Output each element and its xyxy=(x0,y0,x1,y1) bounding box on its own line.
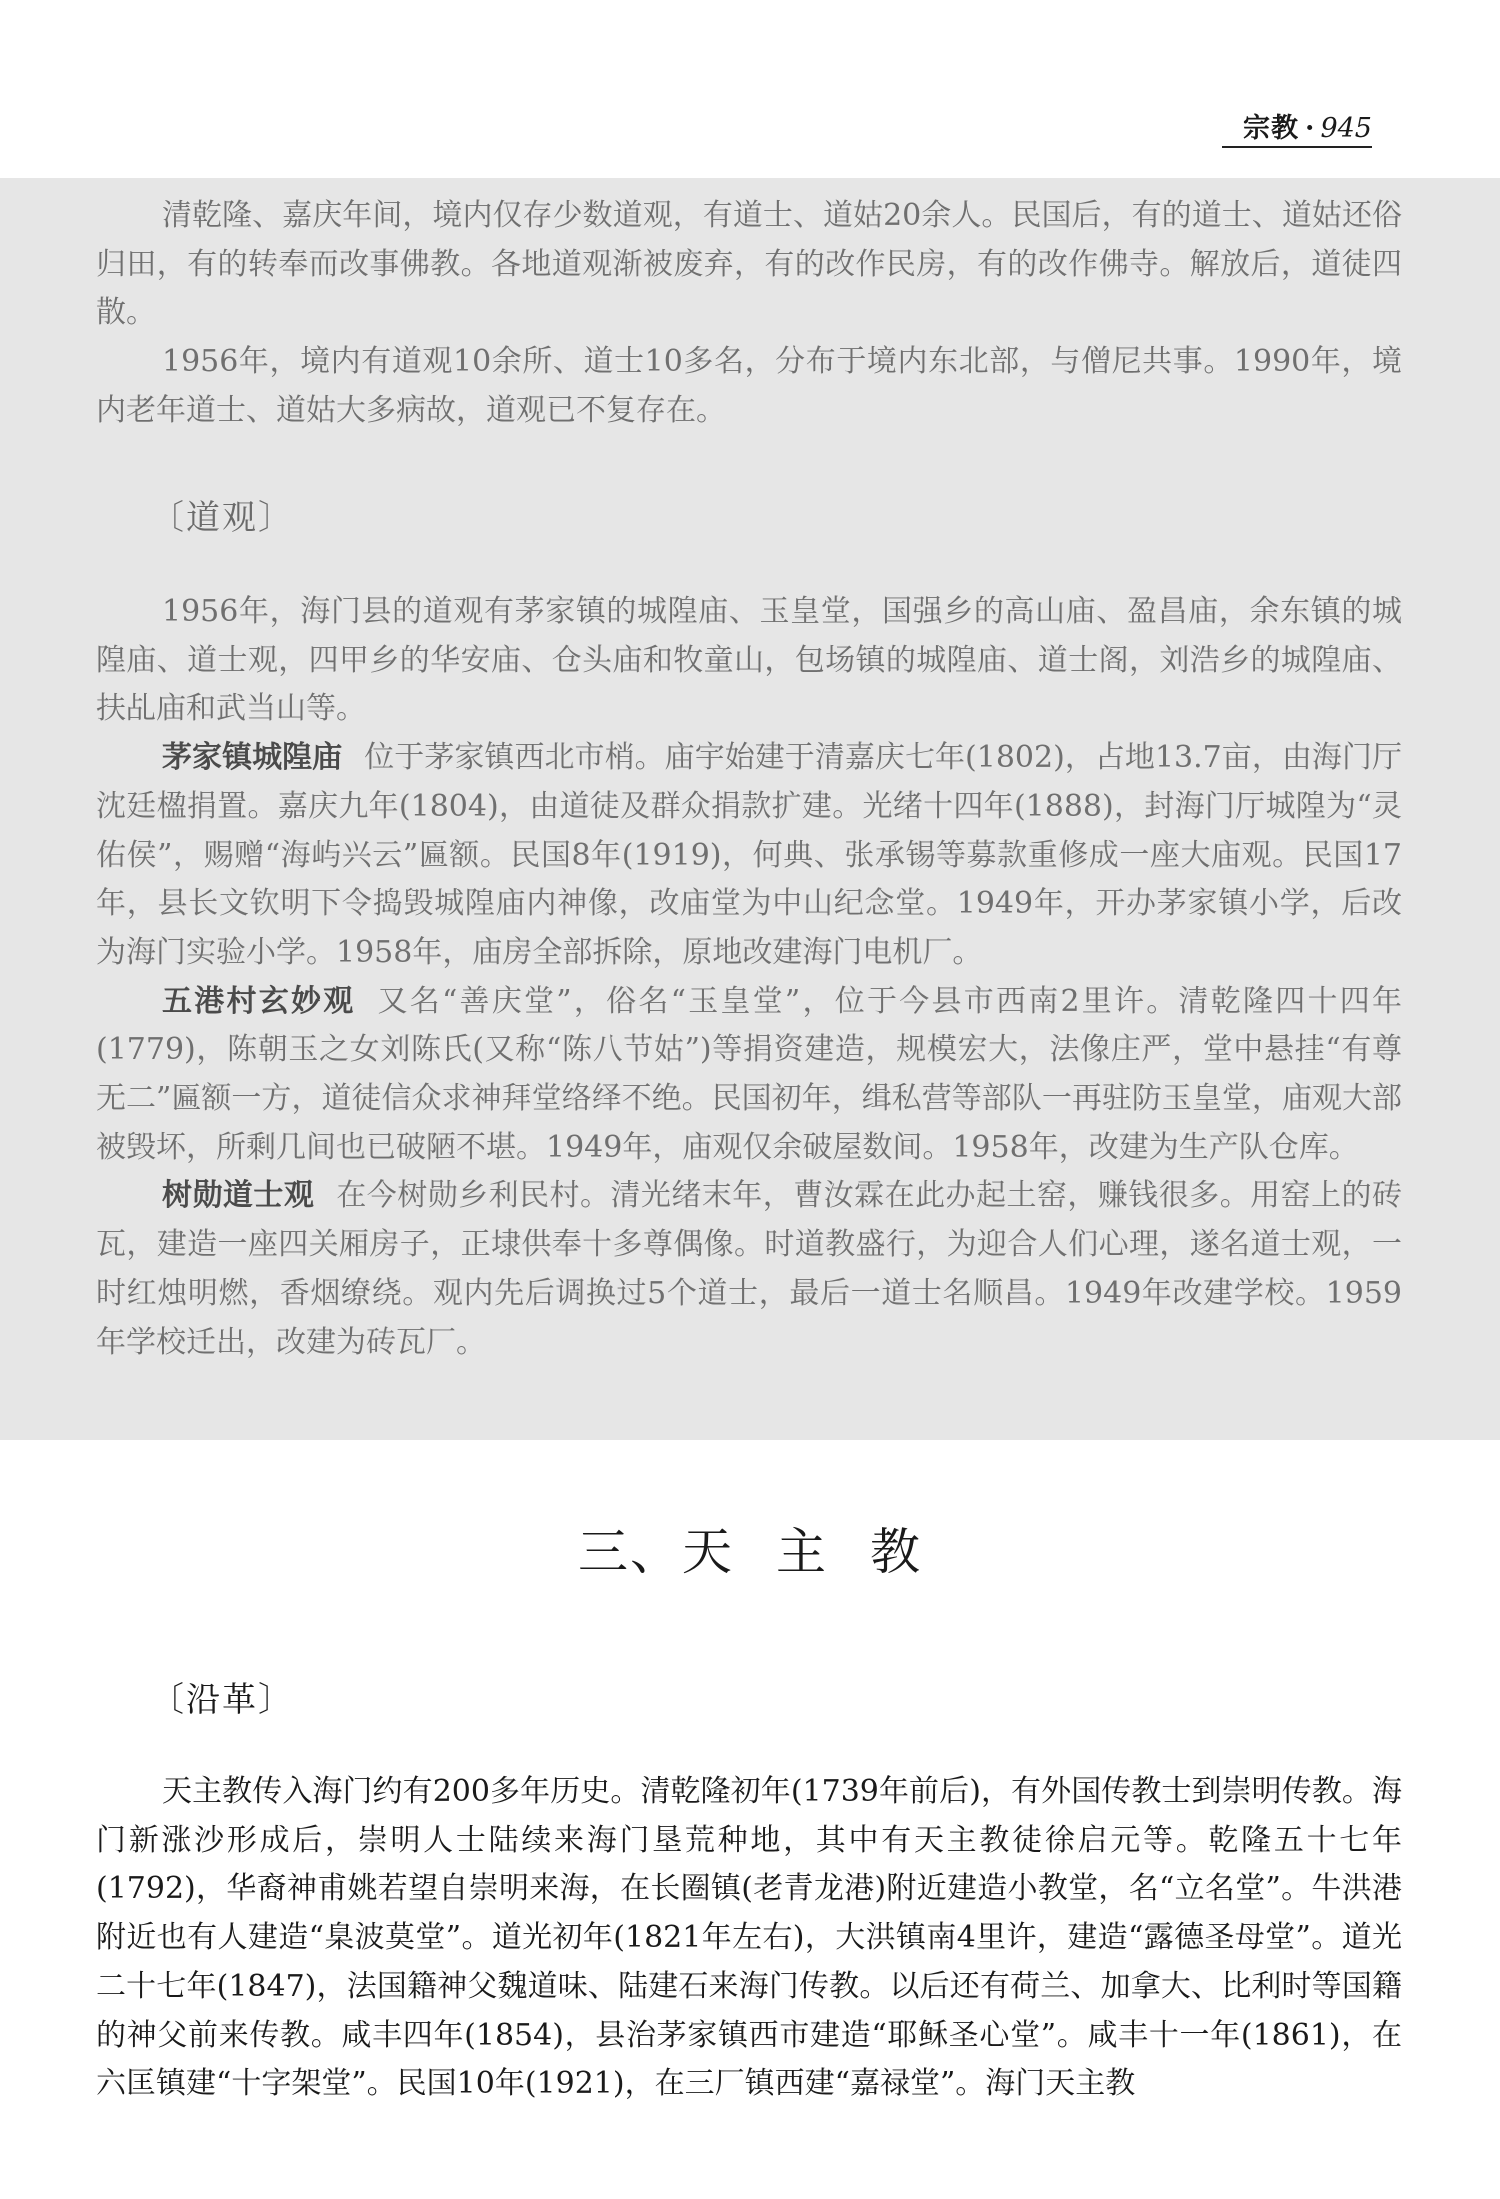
section-title: 宗教 xyxy=(1243,113,1300,144)
chapter-char-3: 教 xyxy=(870,1523,922,1581)
daoguan-overview: 1956年，海门县的道观有茅家镇的城隍庙、玉皇堂，国强乡的高山庙、盈昌庙，余东镇的城隍庙、道士观，四甲乡的华安庙、仓头庙和牧童山，包场镇的城隍庙、道士阁，刘浩乡的城隍庙、扶乩庙和武当山等。 xyxy=(96,594,1402,727)
taoism-intro xyxy=(96,192,1402,436)
entry-title: 茅家镇城隍庙 xyxy=(162,740,343,776)
taoism-entries xyxy=(96,588,1402,1367)
entry-body: 在今树勋乡利民村。清光绪末年，曹汝霖在此办起土窑，赚钱很多。用窑上的砖瓦，建造一座四关厢房子，正埭供奉十多尊偶像。时道教盛行，为迎合人们心理，遂名道士观，一时红烛明燃，香烟缭绕。观内先后调换过5个道士，最后一道士名顺昌。1949年改建学校。1959年学校迁出，改建为砖瓦厂。 xyxy=(96,1178,1403,1360)
entry-body: 位于茅家镇西北市梢。庙宇始建于清嘉庆七年(1802)，占地13.7亩，由海门厅沈廷楹捐置。嘉庆九年(1804)，由道徒及群众捐款扩建。光绪十四年(1888)，封海门厅城隍为“灵佑侯”，赐赠“海屿兴云”匾额。民国8年(1919)，何典、张承锡等募款重修成一座大庙观。民国17年，县长文钦明下令捣毁城隍庙内神像，改庙堂为中山纪念堂。1949年，开办茅家镇小学，后改为海门实验小学。1958年，庙房全部拆除，原地改建海门电机厂。 xyxy=(96,740,1402,970)
page-number: 945 xyxy=(1320,113,1372,144)
running-head xyxy=(1243,106,1372,145)
catholicism-history xyxy=(96,1768,1402,2109)
entry-shuxun-daoshi-temple xyxy=(96,1172,1402,1367)
entry-maojia-chenghuang-temple xyxy=(96,734,1402,978)
entry-title: 五港村玄妙观 xyxy=(162,983,356,1019)
entry-title: 树勋道士观 xyxy=(162,1178,315,1214)
taoism-intro-paragraph-2: 1956年，境内有道观10余所、道士10多名，分布于境内东北部，与僧尼共事。1990年，境内老年道士、道姑大多病故，道观已不复存在。 xyxy=(96,344,1402,428)
chapter-char-2: 主 xyxy=(776,1523,828,1581)
subheading-yange: 〔沿革〕 xyxy=(150,1680,294,1720)
header-separator: · xyxy=(1305,113,1315,144)
taoism-intro-paragraph-1: 清乾隆、嘉庆年间，境内仅存少数道观，有道士、道姑20余人。民国后，有的道士、道姑还俗归田，有的转奉而改事佛教。各地道观渐被废弃，有的改作民房，有的改作佛寺。解放后，道徒四散。 xyxy=(96,198,1402,331)
header-underline xyxy=(1222,146,1372,148)
chapter-char-1: 天 xyxy=(682,1523,734,1581)
catholicism-history-paragraph: 天主教传入海门约有200多年历史。清乾隆初年(1739年前后)，有外国传教士到崇明传教。海门新涨沙形成后，崇明人士陆续来海门垦荒种地，其中有天主教徒徐启元等。乾隆五十七年(1792)，华裔神甫姚若望自崇明来海，在长圈镇(老青龙港)附近建造小教堂，名“立名堂”。牛洪港附近也有人建造“臬波莫堂”。道光初年(1821年左右)，大洪镇南4里许，建造“露德圣母堂”。道光二十七年(1847)，法国籍神父魏道味、陆建石来海门传教。以后还有荷兰、加拿大、比利时等国籍的神父前来传教。咸丰四年(1854)，县治茅家镇西市建造“耶稣圣心堂”。咸丰十一年(1861)，在六匡镇建“十字架堂”。民国10年(1921)，在三厂镇西建“嘉禄堂”。海门天主教 xyxy=(96,1774,1402,2102)
chapter-number: 三、 xyxy=(578,1523,682,1581)
subheading-daoguan: 〔道观〕 xyxy=(150,498,294,538)
entry-wugang-xuanmiao-temple xyxy=(96,978,1402,1173)
entry-body: 又名“善庆堂”，俗名“玉皇堂”，位于今县市西南2里许。清乾隆四十四年(1779)，陈朝玉之女刘陈氏(又称“陈八节姑”)等捐资建造，规模宏大，法像庄严，堂中悬挂“有尊无二”匾额一方，道徒信众求神拜堂络绎不绝。民国初年，缉私营等部队一再驻防玉皇堂，庙观大部被毁坏，所剩几间也已破陋不堪。1949年，庙观仅余破屋数间。1958年，改建为生产队仓库。 xyxy=(96,983,1403,1165)
chapter-title xyxy=(0,1512,1500,1584)
